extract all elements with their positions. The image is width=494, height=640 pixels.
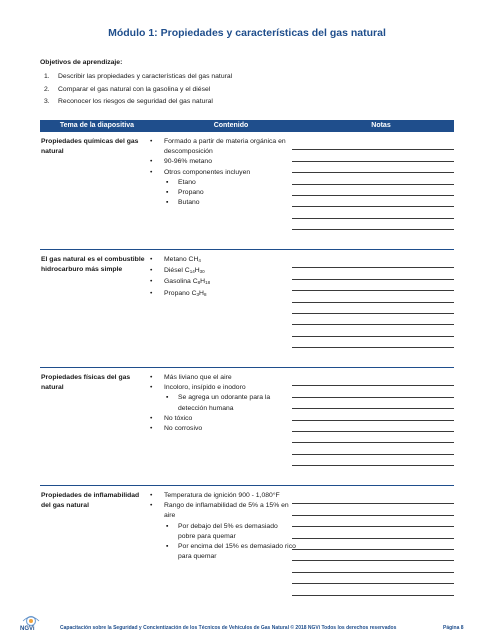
- notes-lines: [292, 493, 454, 596]
- note-line[interactable]: [292, 432, 454, 443]
- ngvi-logo: [20, 614, 42, 634]
- objective-number: 1.: [44, 73, 50, 80]
- objective-text: Describir las propiedades y características del gas natural: [58, 73, 233, 80]
- note-line[interactable]: [292, 573, 454, 584]
- note-line[interactable]: [292, 162, 454, 173]
- note-line[interactable]: [292, 303, 454, 314]
- objective-number: 3.: [44, 98, 50, 105]
- formula-subscript: 18: [205, 280, 211, 286]
- formula-text: Diésel C: [164, 267, 190, 275]
- row-content-list: [148, 137, 296, 208]
- row-content-list: [148, 255, 296, 300]
- objective-text: Comparar el gas natural con la gasolina y el diésel: [58, 85, 211, 93]
- bullet-item: [148, 289, 296, 300]
- bullet-item: • Rango de inflamabilidad de 5% a 15% en aire: [148, 501, 296, 521]
- formula-text: H: [199, 289, 204, 297]
- sub-bullet-item: ▪ Etano: [148, 178, 296, 188]
- bullet-item: [148, 277, 296, 288]
- bullet-item: [148, 255, 296, 266]
- note-line[interactable]: [292, 207, 454, 218]
- objectives-list: [44, 71, 232, 109]
- note-line[interactable]: [292, 325, 454, 336]
- objective-text: Reconocer los riesgos de seguridad del gas natural: [58, 98, 213, 105]
- objective-item: [44, 84, 232, 97]
- bullet-item: • Temperatura de ignición 900 - 1,080°F: [148, 491, 296, 501]
- bullet-item: • 90-96% metano: [148, 157, 296, 167]
- logo-text: NGVi: [20, 626, 35, 632]
- notes-lines: [292, 257, 454, 348]
- formula-text: H: [194, 267, 200, 275]
- note-line[interactable]: [292, 527, 454, 538]
- note-line[interactable]: [292, 398, 454, 409]
- row-topic: El gas natural es el combustible hidrocarburo más simple: [41, 256, 145, 273]
- objective-item: [44, 96, 232, 109]
- note-line[interactable]: [292, 139, 454, 150]
- formula-subscript: 14: [189, 269, 195, 275]
- note-line[interactable]: [292, 539, 454, 550]
- note-line[interactable]: [292, 421, 454, 432]
- header-topic: Tema de la diapositiva: [59, 122, 135, 129]
- note-line[interactable]: [292, 280, 454, 291]
- bullet-item: • Formado a partir de materia orgánica en descomposición: [148, 137, 296, 157]
- objective-item: [44, 71, 232, 84]
- formula-subscript: 3: [196, 291, 200, 297]
- note-line[interactable]: [292, 561, 454, 572]
- note-line[interactable]: [292, 173, 454, 184]
- sub-bullet-item: ▪ Por debajo del 5% es demasiado pobre para quemar: [148, 522, 296, 542]
- note-line[interactable]: [292, 516, 454, 527]
- header-content: Contenido: [213, 122, 249, 129]
- sub-bullet-item: ▪ Por encima del 15% es demasiado rico para quemar: [148, 542, 296, 562]
- page-title: Módulo 1: Propiedades y características del gas natural: [108, 27, 386, 39]
- sub-bullet-item: ▪ Propano: [148, 188, 296, 198]
- note-line[interactable]: [292, 493, 454, 504]
- note-line[interactable]: [292, 584, 454, 595]
- note-line[interactable]: [292, 219, 454, 230]
- formula-subscript: 4: [198, 258, 201, 263]
- sub-bullet-item: ▪ Butano: [148, 198, 296, 208]
- table-row: [40, 132, 454, 250]
- note-line[interactable]: [292, 185, 454, 196]
- row-content-list: [148, 373, 296, 434]
- formula-text: Propano C: [164, 289, 197, 297]
- note-line[interactable]: [292, 268, 454, 279]
- bullet-item: [148, 266, 296, 277]
- formula-subscript: 8: [197, 280, 201, 286]
- note-line[interactable]: [292, 386, 454, 397]
- note-line[interactable]: [292, 443, 454, 454]
- note-line[interactable]: [292, 314, 454, 325]
- table-header: [40, 120, 454, 132]
- notes-lines: [292, 139, 454, 230]
- note-line[interactable]: [292, 550, 454, 561]
- table-row: [40, 486, 454, 604]
- notes-lines: [292, 375, 454, 466]
- objective-number: 2.: [44, 85, 50, 93]
- row-topic: Propiedades físicas del gas natural: [41, 374, 131, 391]
- note-line[interactable]: [292, 196, 454, 207]
- formula-text: H: [200, 278, 206, 286]
- note-line[interactable]: [292, 337, 454, 348]
- table-row: [40, 250, 454, 368]
- note-line[interactable]: [292, 291, 454, 302]
- table-row: [40, 368, 454, 486]
- footer-text: Capacitación sobre la Seguridad y Concientización de los Técnicos de Vehículos de Gas Natural © 2018 NGVi Todos los derechos reservados: [60, 625, 397, 631]
- note-line[interactable]: [292, 409, 454, 420]
- sub-bullet-item: ▪ Se agrega un odorante para la detección humana: [148, 393, 296, 413]
- bullet-item: • Incoloro, insípido e inodoro: [148, 383, 296, 393]
- note-line[interactable]: [292, 455, 454, 466]
- bullet-item: • No tóxico: [148, 414, 296, 424]
- note-line[interactable]: [292, 257, 454, 268]
- row-content-list: [148, 491, 296, 562]
- bullet-item: • Otros componentes incluyen: [148, 168, 296, 178]
- formula-text: Metano CH: [164, 256, 199, 263]
- header-notes: Notas: [371, 122, 391, 129]
- row-topic: Propiedades de inflamabilidad del gas natural: [41, 492, 140, 509]
- note-line[interactable]: [292, 150, 454, 161]
- objectives-heading: Objetivos de aprendizaje:: [40, 59, 123, 66]
- bullet-item: • Más liviano que el aire: [148, 373, 296, 383]
- formula-subscript: 8: [203, 291, 207, 297]
- row-topic: Propiedades químicas del gas natural: [41, 138, 139, 155]
- page-number: Página 8: [443, 625, 464, 631]
- formula-subscript: 30: [199, 269, 205, 275]
- formula-text: Gasolina C: [164, 278, 198, 286]
- bullet-item: • No corrosivo: [148, 424, 296, 434]
- note-line[interactable]: [292, 375, 454, 386]
- note-line[interactable]: [292, 504, 454, 515]
- footer: [0, 614, 494, 634]
